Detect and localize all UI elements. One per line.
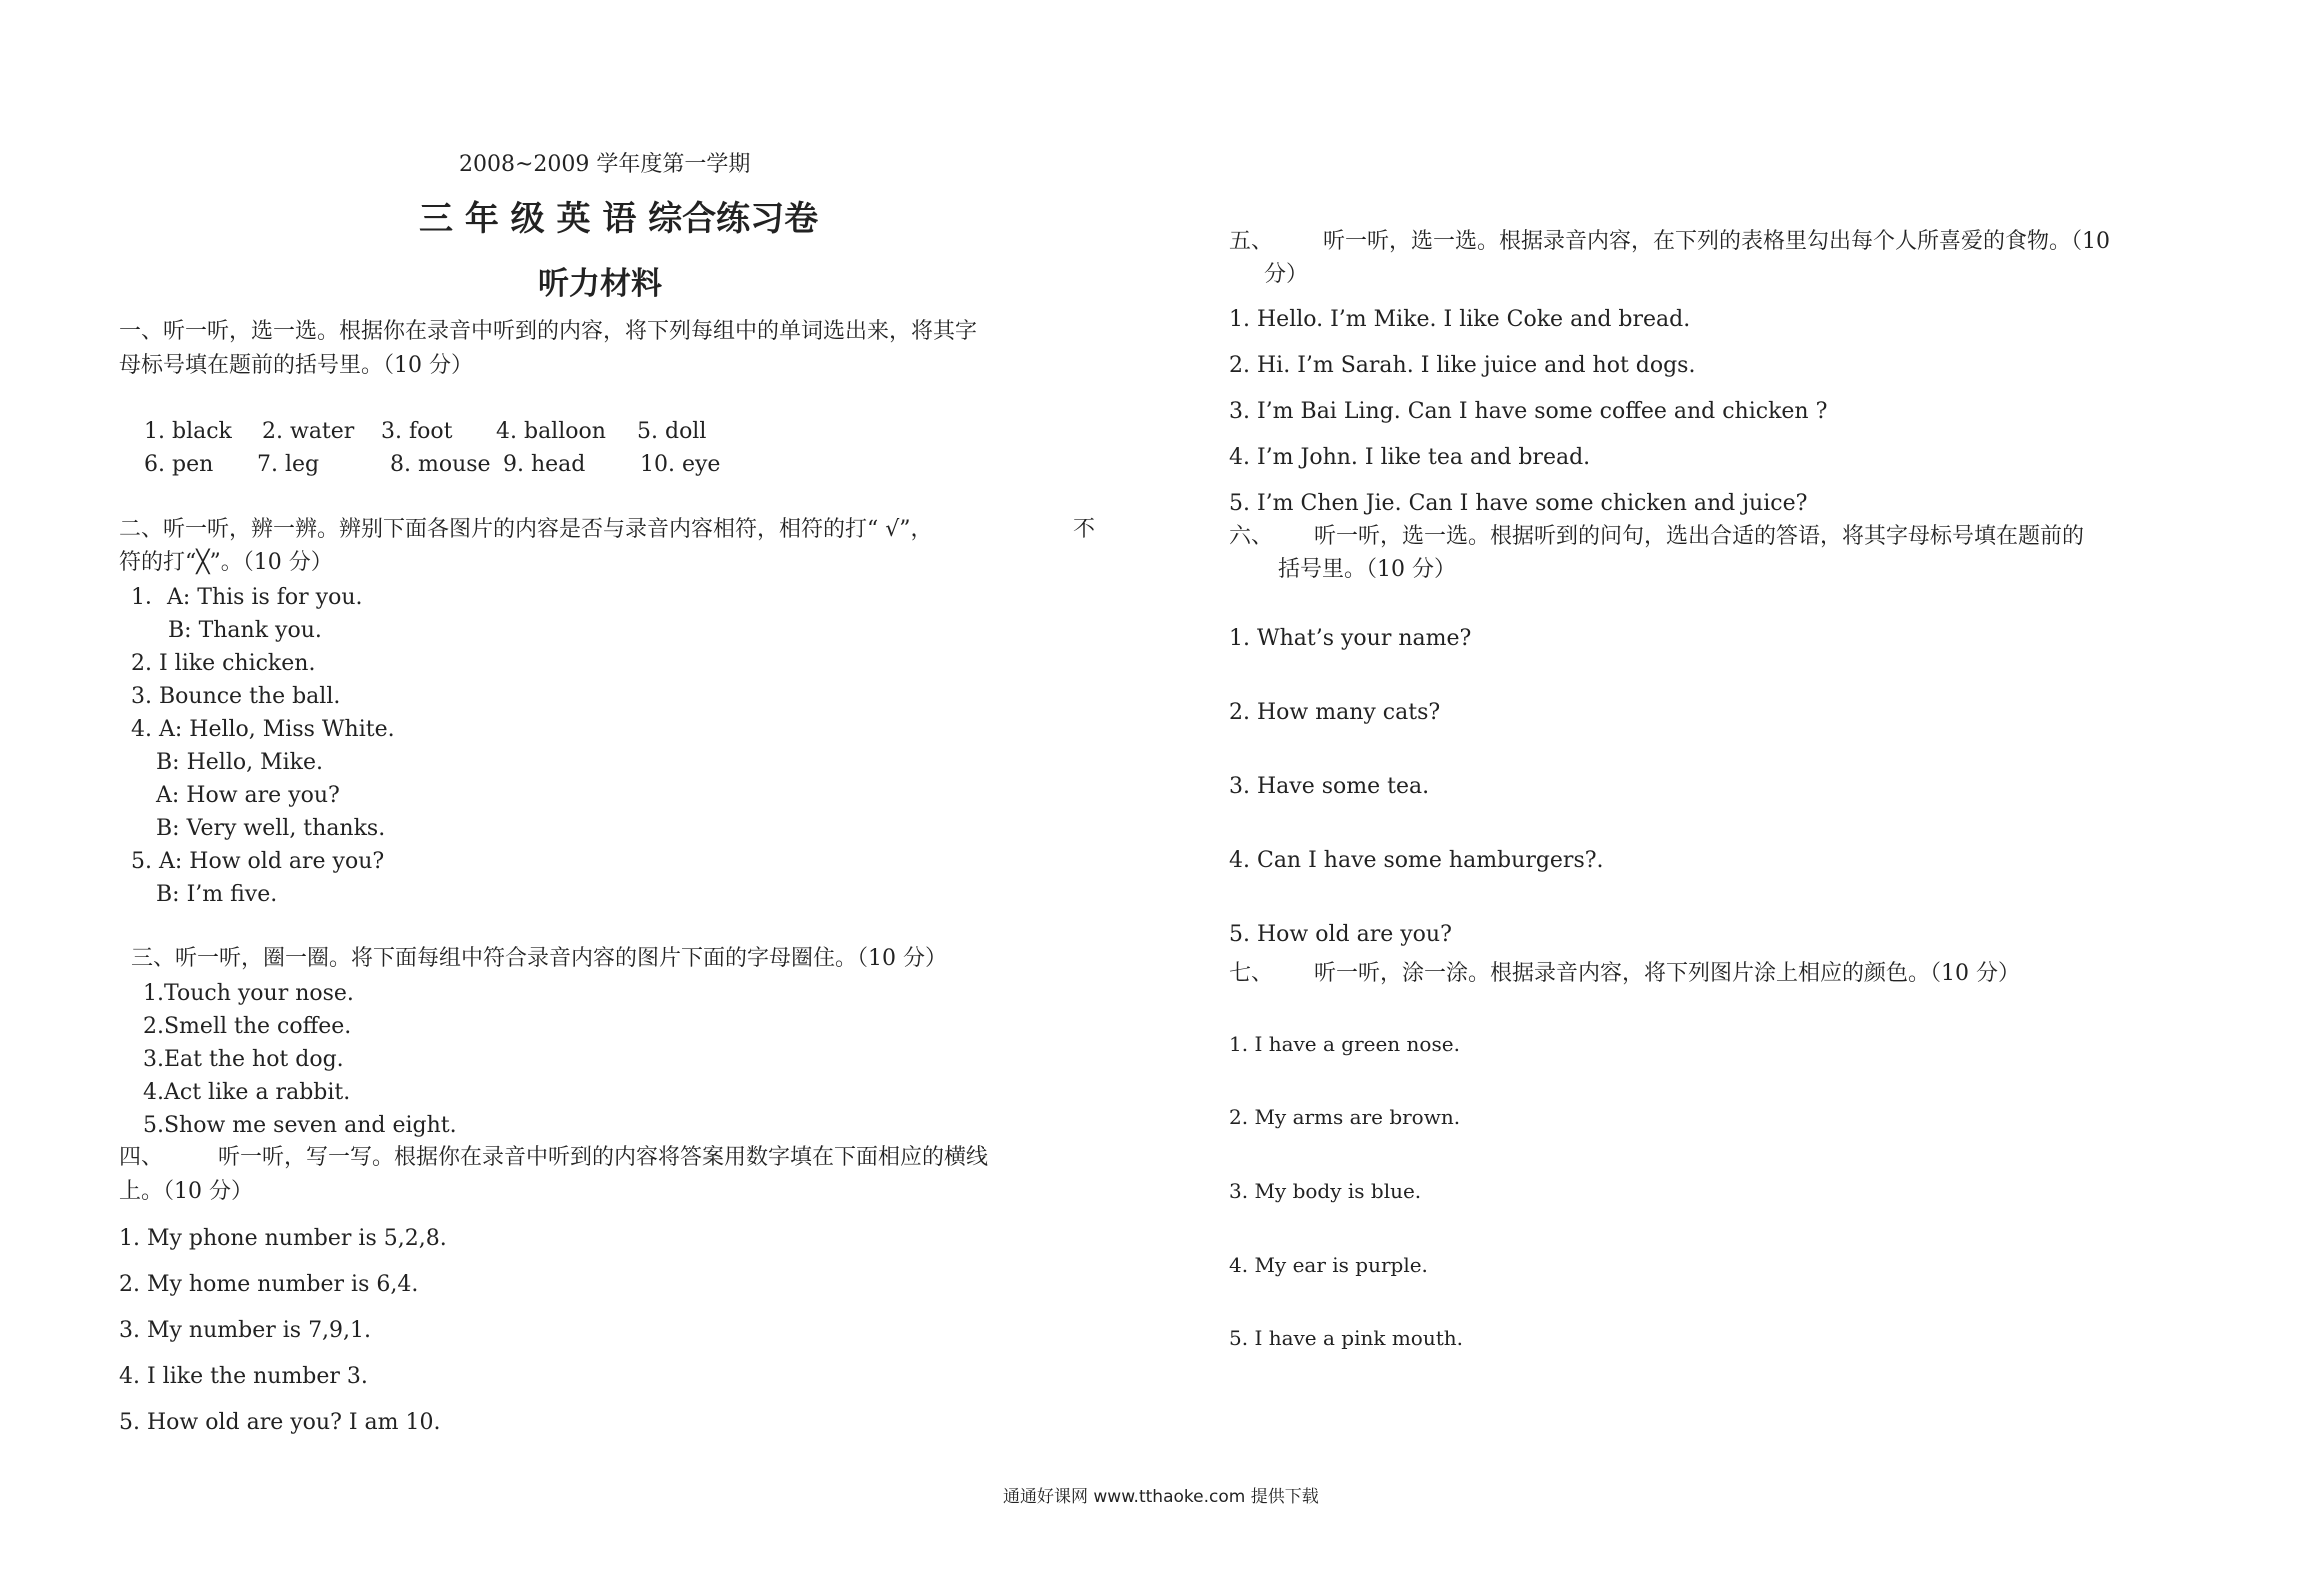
section1-heading-line1: 一、听一听，选一选。根据你在录音中听到的内容，将下列每组中的单词选出来，将其字 bbox=[119, 319, 978, 344]
dialogue-line: 5. A: How old are you? bbox=[131, 849, 385, 874]
question-line: 4. Can I have some hamburgers?. bbox=[1229, 848, 1604, 873]
dialogue-line: 4. A: Hello, Miss White. bbox=[131, 717, 395, 742]
instruction-line: 3.Eat the hot dog. bbox=[143, 1047, 344, 1072]
instruction-line: 2.Smell the coffee. bbox=[143, 1014, 352, 1039]
dialogue-line: B: Hello, Mike. bbox=[156, 750, 323, 775]
instruction-line: 5.Show me seven and eight. bbox=[143, 1113, 457, 1138]
word-item: 1. black bbox=[144, 419, 232, 444]
page-title: 三 年 级 英 语 综合练习卷 bbox=[419, 199, 819, 239]
color-line: 3. My body is blue. bbox=[1229, 1179, 1422, 1203]
left-column bbox=[0, 0, 1150, 1595]
question-line: 1. What’s your name? bbox=[1229, 626, 1472, 651]
instruction-line: 1.Touch your nose. bbox=[143, 981, 354, 1006]
section4-heading-line2: 上。（10 分） bbox=[119, 1179, 253, 1204]
section4-heading-line1: 听一听，写一写。根据你在录音中听到的内容将答案用数字填在下面相应的横线 bbox=[218, 1145, 989, 1170]
sentence-line: 1. Hello. I’m Mike. I like Coke and bread. bbox=[1229, 307, 1691, 332]
dialogue-line: B: Very well, thanks. bbox=[156, 816, 386, 841]
right-column bbox=[1150, 0, 2304, 1595]
word-item: 5. doll bbox=[637, 419, 707, 444]
color-line: 1. I have a green nose. bbox=[1229, 1032, 1460, 1056]
word-item: 3. foot bbox=[381, 419, 453, 444]
dialogue-line: B: I’m five. bbox=[156, 882, 278, 907]
dialogue-line: B: Thank you. bbox=[168, 618, 322, 643]
section6-heading-line1: 听一听，选一选。根据听到的问句，选出合适的答语，将其字母标号填在题前的 bbox=[1314, 524, 2085, 549]
sentence-line: 5. How old are you? I am 10. bbox=[119, 1410, 441, 1435]
section7-number: 七、 bbox=[1229, 961, 1274, 986]
question-line: 5. How old are you? bbox=[1229, 922, 1452, 947]
dialogue-line: A: How are you? bbox=[156, 783, 340, 808]
instruction-line: 4.Act like a rabbit. bbox=[143, 1080, 351, 1105]
download-footer: 通通好课网 www.tthaoke.com 提供下载 bbox=[1003, 1487, 1319, 1507]
page-subtitle: 听力材料 bbox=[538, 266, 662, 302]
sentence-line: 4. I’m John. I like tea and bread. bbox=[1229, 445, 1591, 470]
sentence-line: 4. I like the number 3. bbox=[119, 1364, 368, 1389]
section7-heading: 听一听，涂一涂。根据录音内容，将下列图片涂上相应的颜色。（10 分） bbox=[1314, 961, 2020, 986]
sentence-line: 3. My number is 7,9,1. bbox=[119, 1318, 372, 1343]
dialogue-line: 2. I like chicken. bbox=[131, 651, 316, 676]
question-line: 3. Have some tea. bbox=[1229, 774, 1430, 799]
section3-heading: 三、听一听，圈一圈。将下面每组中符合录音内容的图片下面的字母圈住。（10 分） bbox=[131, 946, 947, 971]
word-item: 8. mouse bbox=[390, 452, 491, 477]
color-line: 4. My ear is purple. bbox=[1229, 1253, 1428, 1277]
question-line: 2. How many cats? bbox=[1229, 700, 1441, 725]
sentence-line: 5. I’m Chen Jie. Can I have some chicken and juice? bbox=[1229, 491, 1808, 516]
section2-heading-line2: 符的打“╳”。（10 分） bbox=[119, 550, 333, 575]
word-item: 2. water bbox=[262, 419, 355, 444]
word-item: 4. balloon bbox=[496, 419, 606, 444]
sentence-line: 2. Hi. I’m Sarah. I like juice and hot dogs. bbox=[1229, 353, 1696, 378]
section5-heading-line1: 听一听，选一选。根据录音内容，在下列的表格里勾出每个人所喜爱的食物。（10 bbox=[1323, 229, 2110, 254]
section4-number: 四、 bbox=[119, 1145, 164, 1170]
section6-number: 六、 bbox=[1229, 524, 1274, 549]
word-item: 6. pen bbox=[144, 452, 214, 477]
section1-heading-line2: 母标号填在题前的括号里。（10 分） bbox=[119, 353, 473, 378]
sentence-line: 2. My home number is 6,4. bbox=[119, 1272, 419, 1297]
word-item: 10. eye bbox=[640, 452, 721, 477]
sentence-line: 3. I’m Bai Ling. Can I have some coffee and chicken ? bbox=[1229, 399, 1828, 424]
sentence-line: 1. My phone number is 5,2,8. bbox=[119, 1226, 447, 1251]
term-label: 2008~2009 学年度第一学期 bbox=[459, 152, 751, 177]
dialogue-line: 1．A: This is for you. bbox=[131, 585, 363, 610]
section6-heading-line2: 括号里。（10 分） bbox=[1278, 557, 1456, 582]
dialogue-line: 3. Bounce the ball. bbox=[131, 684, 341, 709]
color-line: 5. I have a pink mouth. bbox=[1229, 1326, 1463, 1350]
section5-number: 五、 bbox=[1229, 229, 1274, 254]
color-line: 2. My arms are brown. bbox=[1229, 1105, 1461, 1129]
section5-heading-line2: 分） bbox=[1264, 262, 1309, 287]
section2-heading-line1: 二、听一听，辨一辨。辨别下面各图片的内容是否与录音内容相符，相符的打“ √”， bbox=[119, 517, 933, 542]
section2-heading-tail: 不 bbox=[1073, 517, 1096, 542]
word-item: 9. head bbox=[503, 452, 586, 477]
word-item: 7. leg bbox=[257, 452, 320, 477]
